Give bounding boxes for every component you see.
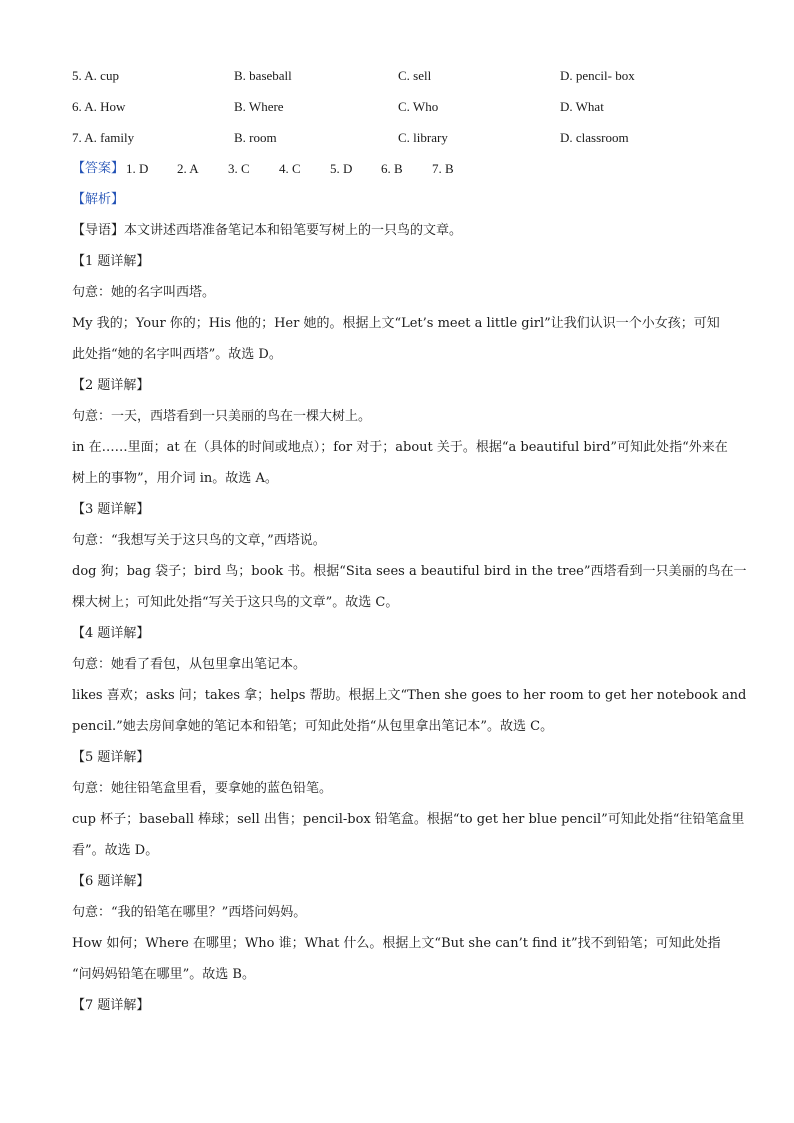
answer-item: 1. D xyxy=(126,161,149,176)
explanation-line: dog 狗；bag 袋子；bird 鸟；book 书。根据“Sita sees a beautiful bird in the tree”西塔看到一只美丽的鸟在一 xyxy=(72,564,747,579)
sentence-meaning: 句意：她的名字叫西塔。 xyxy=(72,285,216,300)
option-c: C. library xyxy=(398,130,448,145)
explanation-line: My 我的；Your 你的；His 他的；Her 她的。根据上文“Let’s meet a little girl”让我们认识一个小女孩；可知 xyxy=(72,316,720,331)
option-d: D. pencil- box xyxy=(560,68,635,83)
intro-label: 【导语】 xyxy=(72,223,125,238)
option-d: D. classroom xyxy=(560,130,629,145)
option-row-5 xyxy=(72,62,722,93)
explanation-line: likes 喜欢；asks 问；takes 拿；helps 帮助。根据上文“Then she goes to her room to get her notebook and xyxy=(72,688,747,703)
answer-item: 2. A xyxy=(177,161,199,176)
detail-heading: 【7 题详解】 xyxy=(72,998,150,1013)
answer-item: 7. B xyxy=(432,161,454,176)
option-b: B. Where xyxy=(234,99,284,114)
sentence-meaning: 句意：她往铅笔盒里看，要拿她的蓝色铅笔。 xyxy=(72,781,333,796)
explanation-line: 棵大树上；可知此处指“写关于这只鸟的文章”。故选 C。 xyxy=(72,595,399,610)
explanation-line: 看”。故选 D。 xyxy=(72,843,159,858)
option-b: B. room xyxy=(234,130,277,145)
detail-heading: 【4 题详解】 xyxy=(72,626,150,641)
intro-text: 本文讲述西塔准备笔记本和铅笔要写树上的一只鸟的文章。 xyxy=(124,223,463,238)
option-d: D. What xyxy=(560,99,604,114)
explanation-line: 树上的事物”，用介词 in。故选 A。 xyxy=(72,471,278,486)
option-a: 7. A. family xyxy=(72,130,135,145)
option-c: C. sell xyxy=(398,68,432,83)
option-c: C. Who xyxy=(398,99,439,114)
sentence-meaning: 句意：“我的铅笔在哪里？”西塔问妈妈。 xyxy=(72,905,307,920)
detail-heading: 【6 题详解】 xyxy=(72,874,150,889)
answer-row xyxy=(72,155,722,186)
explanation-line: in 在……里面；at 在（具体的时间或地点）；for 对于；about 关于。根据“a beautiful bird”可知此处指“外来在 xyxy=(72,440,728,455)
option-b: B. baseball xyxy=(234,68,292,83)
intro-line xyxy=(72,217,722,248)
detail-heading: 【3 题详解】 xyxy=(72,502,150,517)
option-row-6 xyxy=(72,93,722,124)
explanation-line: “问妈妈铅笔在哪里”。故选 B。 xyxy=(72,967,255,982)
detail-heading: 【5 题详解】 xyxy=(72,750,150,765)
sentence-meaning: 句意：“我想写关于这只鸟的文章，”西塔说。 xyxy=(72,533,326,548)
sentence-meaning: 句意：一天，西塔看到一只美丽的鸟在一棵大树上。 xyxy=(72,409,372,424)
detail-heading: 【1 题详解】 xyxy=(72,254,150,269)
analysis-label: 【解析】 xyxy=(72,192,125,207)
explanation-line: 此处指“她的名字叫西塔”。故选 D。 xyxy=(72,347,282,362)
option-a: 6. A. How xyxy=(72,99,126,114)
answer-item: 3. C xyxy=(228,161,250,176)
sentence-meaning: 句意：她看了看包，从包里拿出笔记本。 xyxy=(72,657,307,672)
answer-item: 4. C xyxy=(279,161,301,176)
explanation-line: How 如何；Where 在哪里；Who 谁；What 什么。根据上文“But she can’t find it”找不到铅笔；可知此处指 xyxy=(72,936,721,951)
answer-item: 5. D xyxy=(330,161,353,176)
detail-heading: 【2 题详解】 xyxy=(72,378,150,393)
answer-item: 6. B xyxy=(381,161,403,176)
answer-label: 【答案】 xyxy=(72,161,125,176)
explanation-line: cup 杯子；baseball 棒球；sell 出售；pencil-box 铅笔盒。根据“to get her blue pencil”可知此处指“往铅笔盒里 xyxy=(72,812,745,827)
document-page xyxy=(72,62,747,1023)
detail-sections xyxy=(72,248,747,1023)
option-a: 5. A. cup xyxy=(72,68,119,83)
option-row-7 xyxy=(72,124,722,155)
explanation-line: pencil.”她去房间拿她的笔记本和铅笔；可知此处指“从包里拿出笔记本”。故选 C。 xyxy=(72,719,554,734)
